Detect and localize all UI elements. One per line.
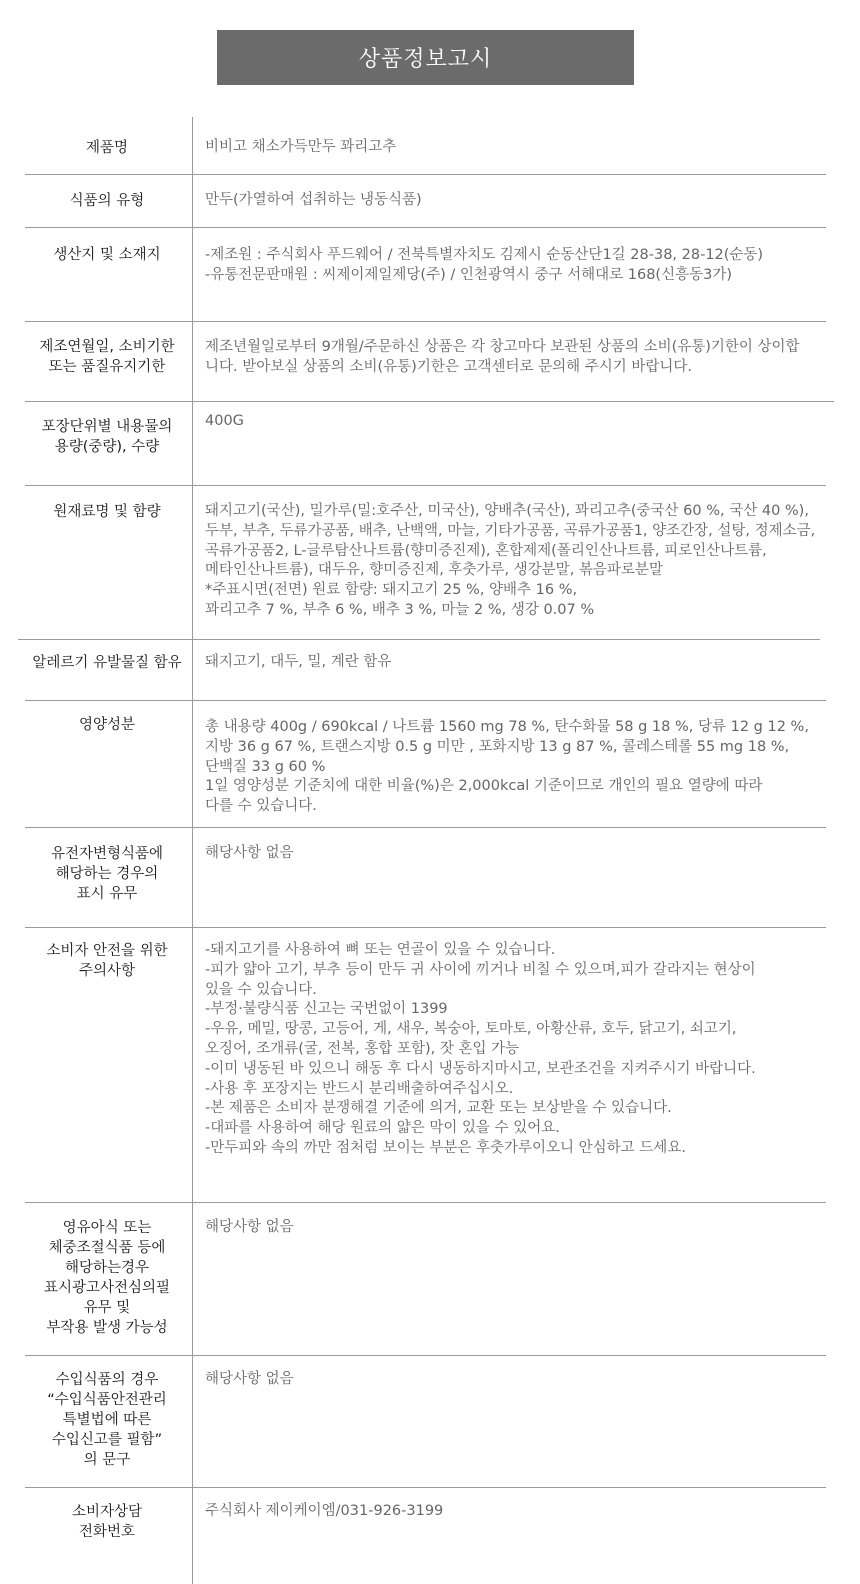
row-divider <box>25 227 826 228</box>
row-divider <box>25 174 826 175</box>
label-expiry: 제조연월일, 소비기한 또는 품질유지기한 <box>39 339 175 375</box>
label-infant-diet: 영유아식 또는 체중조절식품 등에 해당하는경우 표시광고사전심의필 유무 및 부작용 발생 가능성 <box>43 1220 171 1336</box>
label-food-type: 식품의 유형 <box>69 193 145 209</box>
row-divider <box>18 639 820 640</box>
value-safety: -돼지고기를 사용하여 뼈 또는 연골이 있을 수 있습니다. -피가 얇아 고기, 부추 등이 만두 귀 사이에 끼거나 비칠 수 있으며,피가 갈라지는 현상이 있을 수 있습니다. -부정·불량식품 신고는 국번없이 1399 -우유, 메밀, 땅콩, 고등어, 게, 새우, 복숭아, 토마토, 아황산류, 호두, 닭고기, 쇠고기, 오징어, 조개류(굴, 전복, 홍합 포함), 잣 혼입 가능 -이미 냉동된 바 있으니 해동 후 다시 냉동하지마시고, 보관조건을 지켜주시기 바랍니다. -사용 후 포장지는 반드시 분리배출하여주십시오. -본 제품은 소비자 분쟁해결 기준에 의거, 교환 또는 보상받을 수 있습니다. -대파를 사용하여 해당 원료의 얇은 막이 있을 수 있어요. -만두피와 속의 까만 점처럼 보이는 부분은 후춧가루이오니 안심하고 드세요. <box>205 942 756 1156</box>
label-safety: 소비자 안전을 위한 주의사항 <box>46 943 168 979</box>
value-consumer-phone: 주식회사 제이케이엠/031-926-3199 <box>205 1503 444 1519</box>
label-origin: 생산지 및 소재지 <box>53 247 161 263</box>
label-allergen: 알레르기 유발물질 함유 <box>32 655 182 671</box>
row-divider <box>25 827 826 828</box>
value-gmo: 해당사항 없음 <box>205 845 294 861</box>
row-divider <box>25 401 834 402</box>
value-ingredients: 돼지고기(국산), 밀가루(밀:호주산, 미국산), 양배추(국산), 꽈리고추(중국산 60 %, 국산 40 %), 두부, 부추, 두류가공품, 배추, 난백액, 마늘, 기타가공품, 곡류가공품1, 양조간장, 설탕, 정제소금, 곡류가공품2, L-글루탐산나트륨(향미증진제), 혼합제제(폴리인산나트륨, 피로인산나트륨, 메타인산나트륨), 대두유, 향미증진제, 후춧가루, 생강분말, 볶음파로분말 *주표시면(전면) 원료 함량: 돼지고기 25 %, 양배추 16 %, 꽈리고추 7 %, 부추 6 %, 배추 3 %, 마늘 2 %, 생강 0.07 % <box>205 503 816 618</box>
label-ingredients: 원재료명 및 함량 <box>53 504 161 520</box>
value-origin: -제조원 : 주식회사 푸드웨어 / 전북특별자치도 김제시 순동산단1길 28-38, 28-12(순동) -유통전문판매원 : 씨제이제일제당(주) / 인천광역시 중구 서해대로 168(신흥동3가) <box>205 247 764 283</box>
label-nutrition: 영양성분 <box>78 717 136 733</box>
value-infant-diet: 해당사항 없음 <box>205 1219 294 1235</box>
column-divider <box>192 117 193 1584</box>
label-consumer-phone: 소비자상담 전화번호 <box>71 1504 143 1540</box>
value-allergen: 돼지고기, 대두, 밀, 계란 함유 <box>205 654 392 670</box>
label-product-name: 제품명 <box>85 140 129 156</box>
row-divider <box>25 321 826 322</box>
value-food-type: 만두(가열하여 섭취하는 냉동식품) <box>205 192 422 208</box>
row-divider <box>25 1487 826 1488</box>
value-product-name: 비비고 채소가득만두 꽈리고추 <box>205 139 397 155</box>
value-capacity: 400G <box>205 413 244 429</box>
value-nutrition: 총 내용량 400g / 690kcal / 나트륨 1560 mg 78 %, 탄수화물 58 g 18 %, 당류 12 g 12 %, 지방 36 g 67 %, 트랜스지방 0.5 g 미만 , 포화지방 13 g 87 %, 콜레스테롤 55 mg 18 %, 단백질 33 g 60 % 1일 영양성분 기준치에 대한 비율(%)은 2,000kcal 기준이므로 개인의 필요 열량에 따라 다를 수 있습니다. <box>205 719 809 815</box>
row-divider <box>25 485 826 486</box>
row-divider <box>25 927 826 928</box>
label-import: 수입식품의 경우 “수입식품안전관리 특별법에 따른 수입신고를 필함” 의 문구 <box>47 1372 167 1468</box>
label-capacity: 포장단위별 내용물의 용량(중량), 수량 <box>41 419 173 455</box>
row-divider <box>25 1355 826 1356</box>
value-import: 해당사항 없음 <box>205 1371 294 1387</box>
value-expiry: 제조년월일로부터 9개월/주문하신 상품은 각 창고마다 보관된 상품의 소비(유통)기한이 상이합 니다. 받아보실 상품의 소비(유통)기한은 고객센터로 문의해 주시기 바랍니다. <box>205 339 800 375</box>
page-title: 상품정보고시 <box>217 30 634 85</box>
label-gmo: 유전자변형식품에 해당하는 경우의 표시 유무 <box>50 846 164 902</box>
row-divider <box>25 700 826 701</box>
row-divider <box>25 1202 826 1203</box>
